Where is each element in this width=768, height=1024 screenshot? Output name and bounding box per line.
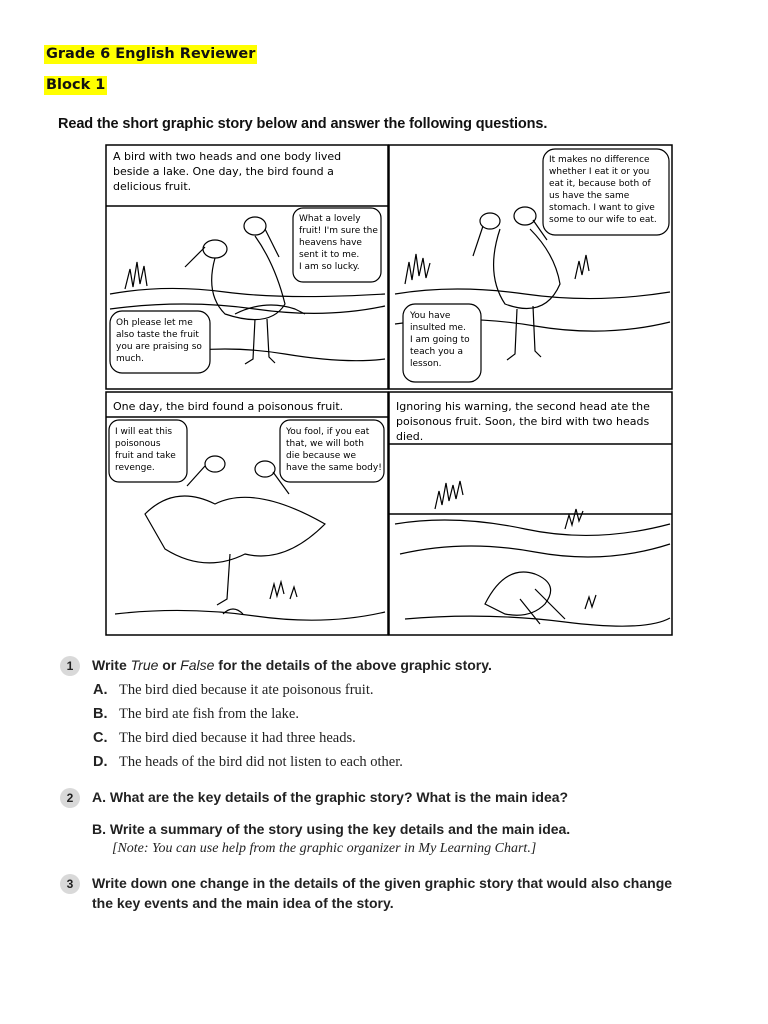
instructions: Read the short graphic story below and answer the following questions.: [58, 116, 548, 132]
panel-1-caption: A bird with two heads and one body lived beside a lake. One day, the bird found a delicious fruit.: [113, 150, 342, 193]
svg-text:What a lovely fruit! I'm: What a lovely fruit! I'm sure the heavens have sent it to me. I am so lucky.: [299, 214, 378, 272]
graphic-story-comic: [105, 144, 673, 636]
question-2-number: 2: [60, 788, 80, 808]
question-2-part-b: B. Write a summary of the story using the key details and the main idea.: [92, 821, 571, 837]
question-1-option-b: B. The bird ate fish from the lake.: [93, 706, 299, 722]
question-1-option-c: C. The bird died because it had three heads.: [93, 730, 356, 746]
panel-3-caption: One day, the bird found a poisonous fruit.: [113, 400, 344, 413]
document-title: Grade 6 English Reviewer: [46, 46, 256, 62]
panel-3-speech-bubble-a: [109, 420, 187, 482]
question-3-number: 3: [60, 874, 80, 894]
question-1-text: Write True or False for the details of the above graphic story.: [92, 657, 492, 673]
question-1-option-a: A. The bird died because it ate poisonous fruit.: [93, 682, 374, 698]
svg-text:I will eat this poisonou: I will eat this poisonous fruit and take revenge.: [115, 427, 176, 473]
svg-text:It makes no difference w: It makes no difference whether I eat it or you eat it, because both of us have the same stomach. I want to give some to our wife to eat.: [549, 155, 657, 225]
svg-text:Oh please let me also ta: Oh please let me also taste the fruit you are praising so much.: [116, 318, 202, 364]
question-2-part-a: A. What are the key details of the graphic story? What is the main idea?: [92, 789, 569, 805]
block-label: Block 1: [46, 77, 106, 93]
panel-4-caption: Ignoring his warning, the second head ate the poisonous fruit. Soon, the bird with two heads died.: [396, 400, 650, 443]
question-3-line-1: Write down one change in the details of the given graphic story that would also change: [92, 875, 673, 891]
panel-2-speech-bubble-b: [403, 304, 481, 382]
svg-text:You fool, if you eat tha: You fool, if you eat that, we will both die because we have the same body!: [286, 427, 382, 473]
question-3-line-2: the key events and the main idea of the story.: [92, 895, 394, 911]
panel-2-speech-bubble-a: [543, 149, 669, 235]
question-1-option-d: D. The heads of the bird did not listen to each other.: [93, 754, 403, 770]
panel-1-speech-bubble-b: [110, 311, 210, 373]
question-2-note: [Note: You can use help from the graphic organizer in My Learning Chart.]: [112, 841, 537, 856]
panel-4-illustration: [395, 481, 670, 626]
panel-1-speech-bubble-a: [293, 208, 381, 282]
svg-text:You have insulted me.: You have insulted me. I am going to teach you a lesson.: [410, 311, 470, 369]
question-1-number: 1: [60, 656, 80, 676]
panel-3-speech-bubble-b: [280, 420, 384, 482]
